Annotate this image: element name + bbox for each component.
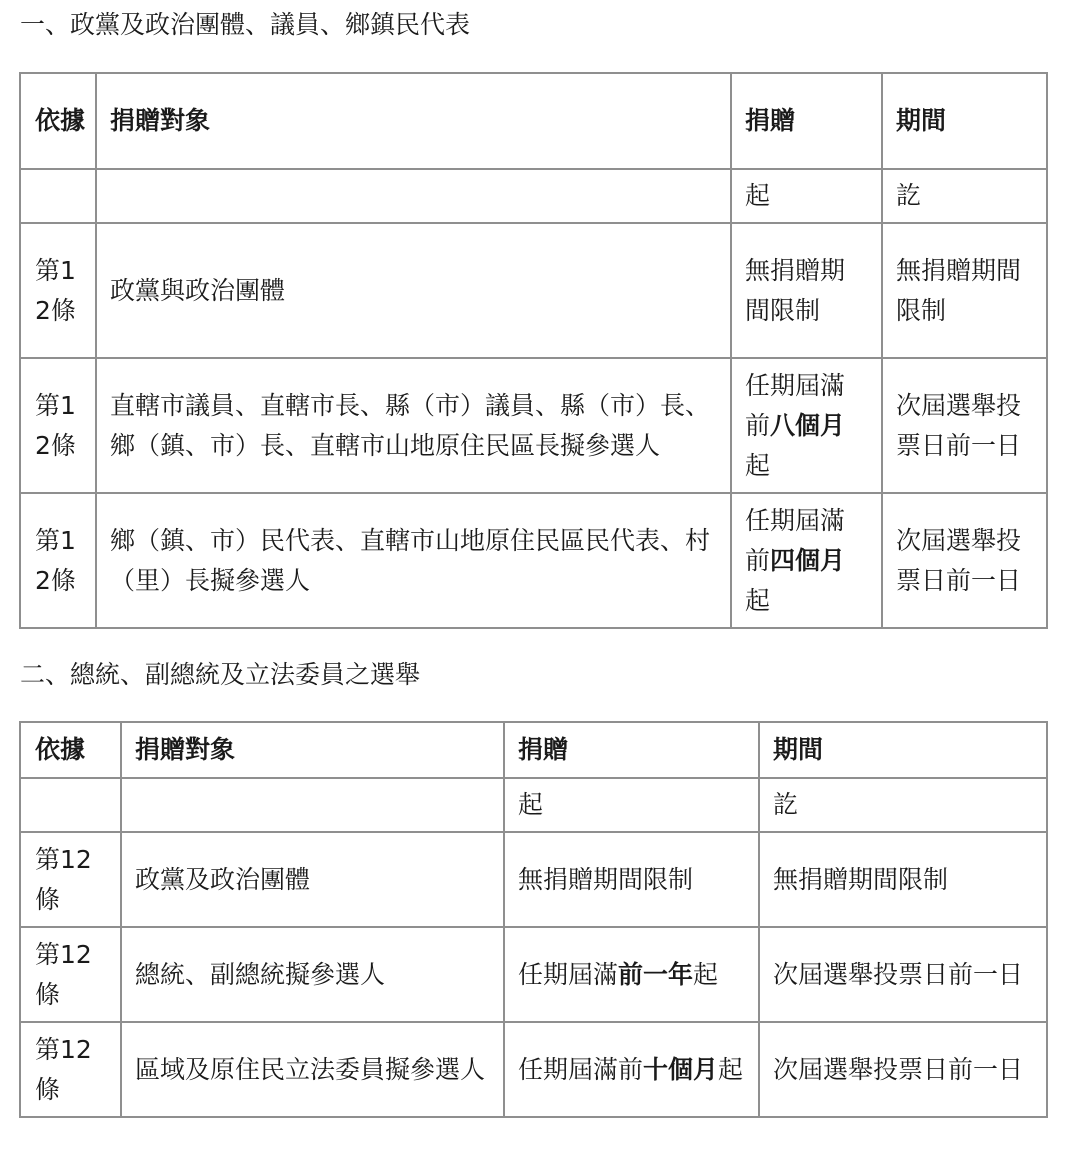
row-start-text: 任期屆滿前	[745, 370, 846, 440]
row-target: 總統、副總統擬參選人	[121, 927, 504, 1022]
row-end: 次屆選舉投票日前一日	[882, 493, 1047, 628]
row-start-text: 任期屆滿前	[518, 1054, 644, 1084]
subheader-empty-target	[121, 778, 504, 832]
row-start-emphasis: 十個月	[643, 1054, 719, 1084]
subheader-empty-basis	[20, 169, 96, 223]
subheader-empty-basis	[20, 778, 121, 832]
subheader-end: 訖	[759, 778, 1047, 832]
row-end: 次屆選舉投票日前一日	[882, 358, 1047, 493]
header-period: 期間	[759, 722, 1047, 778]
row-start-suffix: 起	[693, 959, 719, 989]
table-row	[20, 358, 1047, 493]
section2-table	[19, 721, 1048, 1118]
header-period: 期間	[882, 73, 1047, 169]
row-basis: 第12條	[20, 223, 96, 358]
table-row	[20, 927, 1047, 1022]
row-start	[731, 358, 882, 493]
row-end: 次屆選舉投票日前一日	[759, 1022, 1047, 1117]
row-basis: 第12條	[20, 927, 121, 1022]
row-basis: 第12條	[20, 358, 96, 493]
section1-table	[19, 72, 1048, 629]
subheader-start: 起	[731, 169, 882, 223]
row-start-text: 任期屆滿	[518, 959, 619, 989]
row-start	[731, 493, 882, 628]
header-target: 捐贈對象	[121, 722, 504, 778]
table-row	[20, 493, 1047, 628]
row-end: 次屆選舉投票日前一日	[759, 927, 1047, 1022]
table-header-row	[20, 722, 1047, 778]
row-start-text: 無捐贈期間限制	[518, 864, 694, 894]
row-start-emphasis: 四個月	[770, 545, 846, 575]
row-target: 區域及原住民立法委員擬參選人	[121, 1022, 504, 1117]
subheader-start: 起	[504, 778, 759, 832]
subheader-end: 訖	[882, 169, 1047, 223]
header-basis: 依據	[20, 722, 121, 778]
row-basis: 第12條	[20, 832, 121, 927]
row-basis: 第12條	[20, 493, 96, 628]
row-start-emphasis: 前一年	[618, 959, 694, 989]
row-start-suffix: 起	[745, 450, 771, 480]
row-target: 直轄市議員、直轄市長、縣（市）議員、縣（市）長、鄉（鎮、市）長、直轄市山地原住民區長擬參選人	[96, 358, 731, 493]
section1-heading: 一、政黨及政治團體、議員、鄉鎮民代表	[20, 10, 471, 39]
row-start	[504, 927, 759, 1022]
row-target: 政黨及政治團體	[121, 832, 504, 927]
table-row	[20, 832, 1047, 927]
table-row	[20, 223, 1047, 358]
row-start-emphasis: 八個月	[770, 410, 846, 440]
table-header-row	[20, 73, 1047, 169]
row-start-text: 無捐贈期間限制	[745, 255, 846, 325]
row-start-suffix: 起	[718, 1054, 744, 1084]
row-start	[504, 832, 759, 927]
table-row	[20, 1022, 1047, 1117]
header-basis: 依據	[20, 73, 96, 169]
row-end: 無捐贈期間限制	[882, 223, 1047, 358]
row-target: 鄉（鎮、市）民代表、直轄市山地原住民區民代表、村（里）長擬參選人	[96, 493, 731, 628]
header-donation: 捐贈	[504, 722, 759, 778]
subheader-empty-target	[96, 169, 731, 223]
header-donation: 捐贈	[731, 73, 882, 169]
table-subheader-row	[20, 169, 1047, 223]
row-end: 無捐贈期間限制	[759, 832, 1047, 927]
row-start-suffix: 起	[745, 585, 771, 615]
section2-heading: 二、總統、副總統及立法委員之選舉	[20, 660, 421, 689]
table-subheader-row	[20, 778, 1047, 832]
row-basis: 第12條	[20, 1022, 121, 1117]
row-start	[504, 1022, 759, 1117]
row-start	[731, 223, 882, 358]
header-target: 捐贈對象	[96, 73, 731, 169]
row-target: 政黨與政治團體	[96, 223, 731, 358]
row-start-text: 任期屆滿前	[745, 505, 846, 575]
